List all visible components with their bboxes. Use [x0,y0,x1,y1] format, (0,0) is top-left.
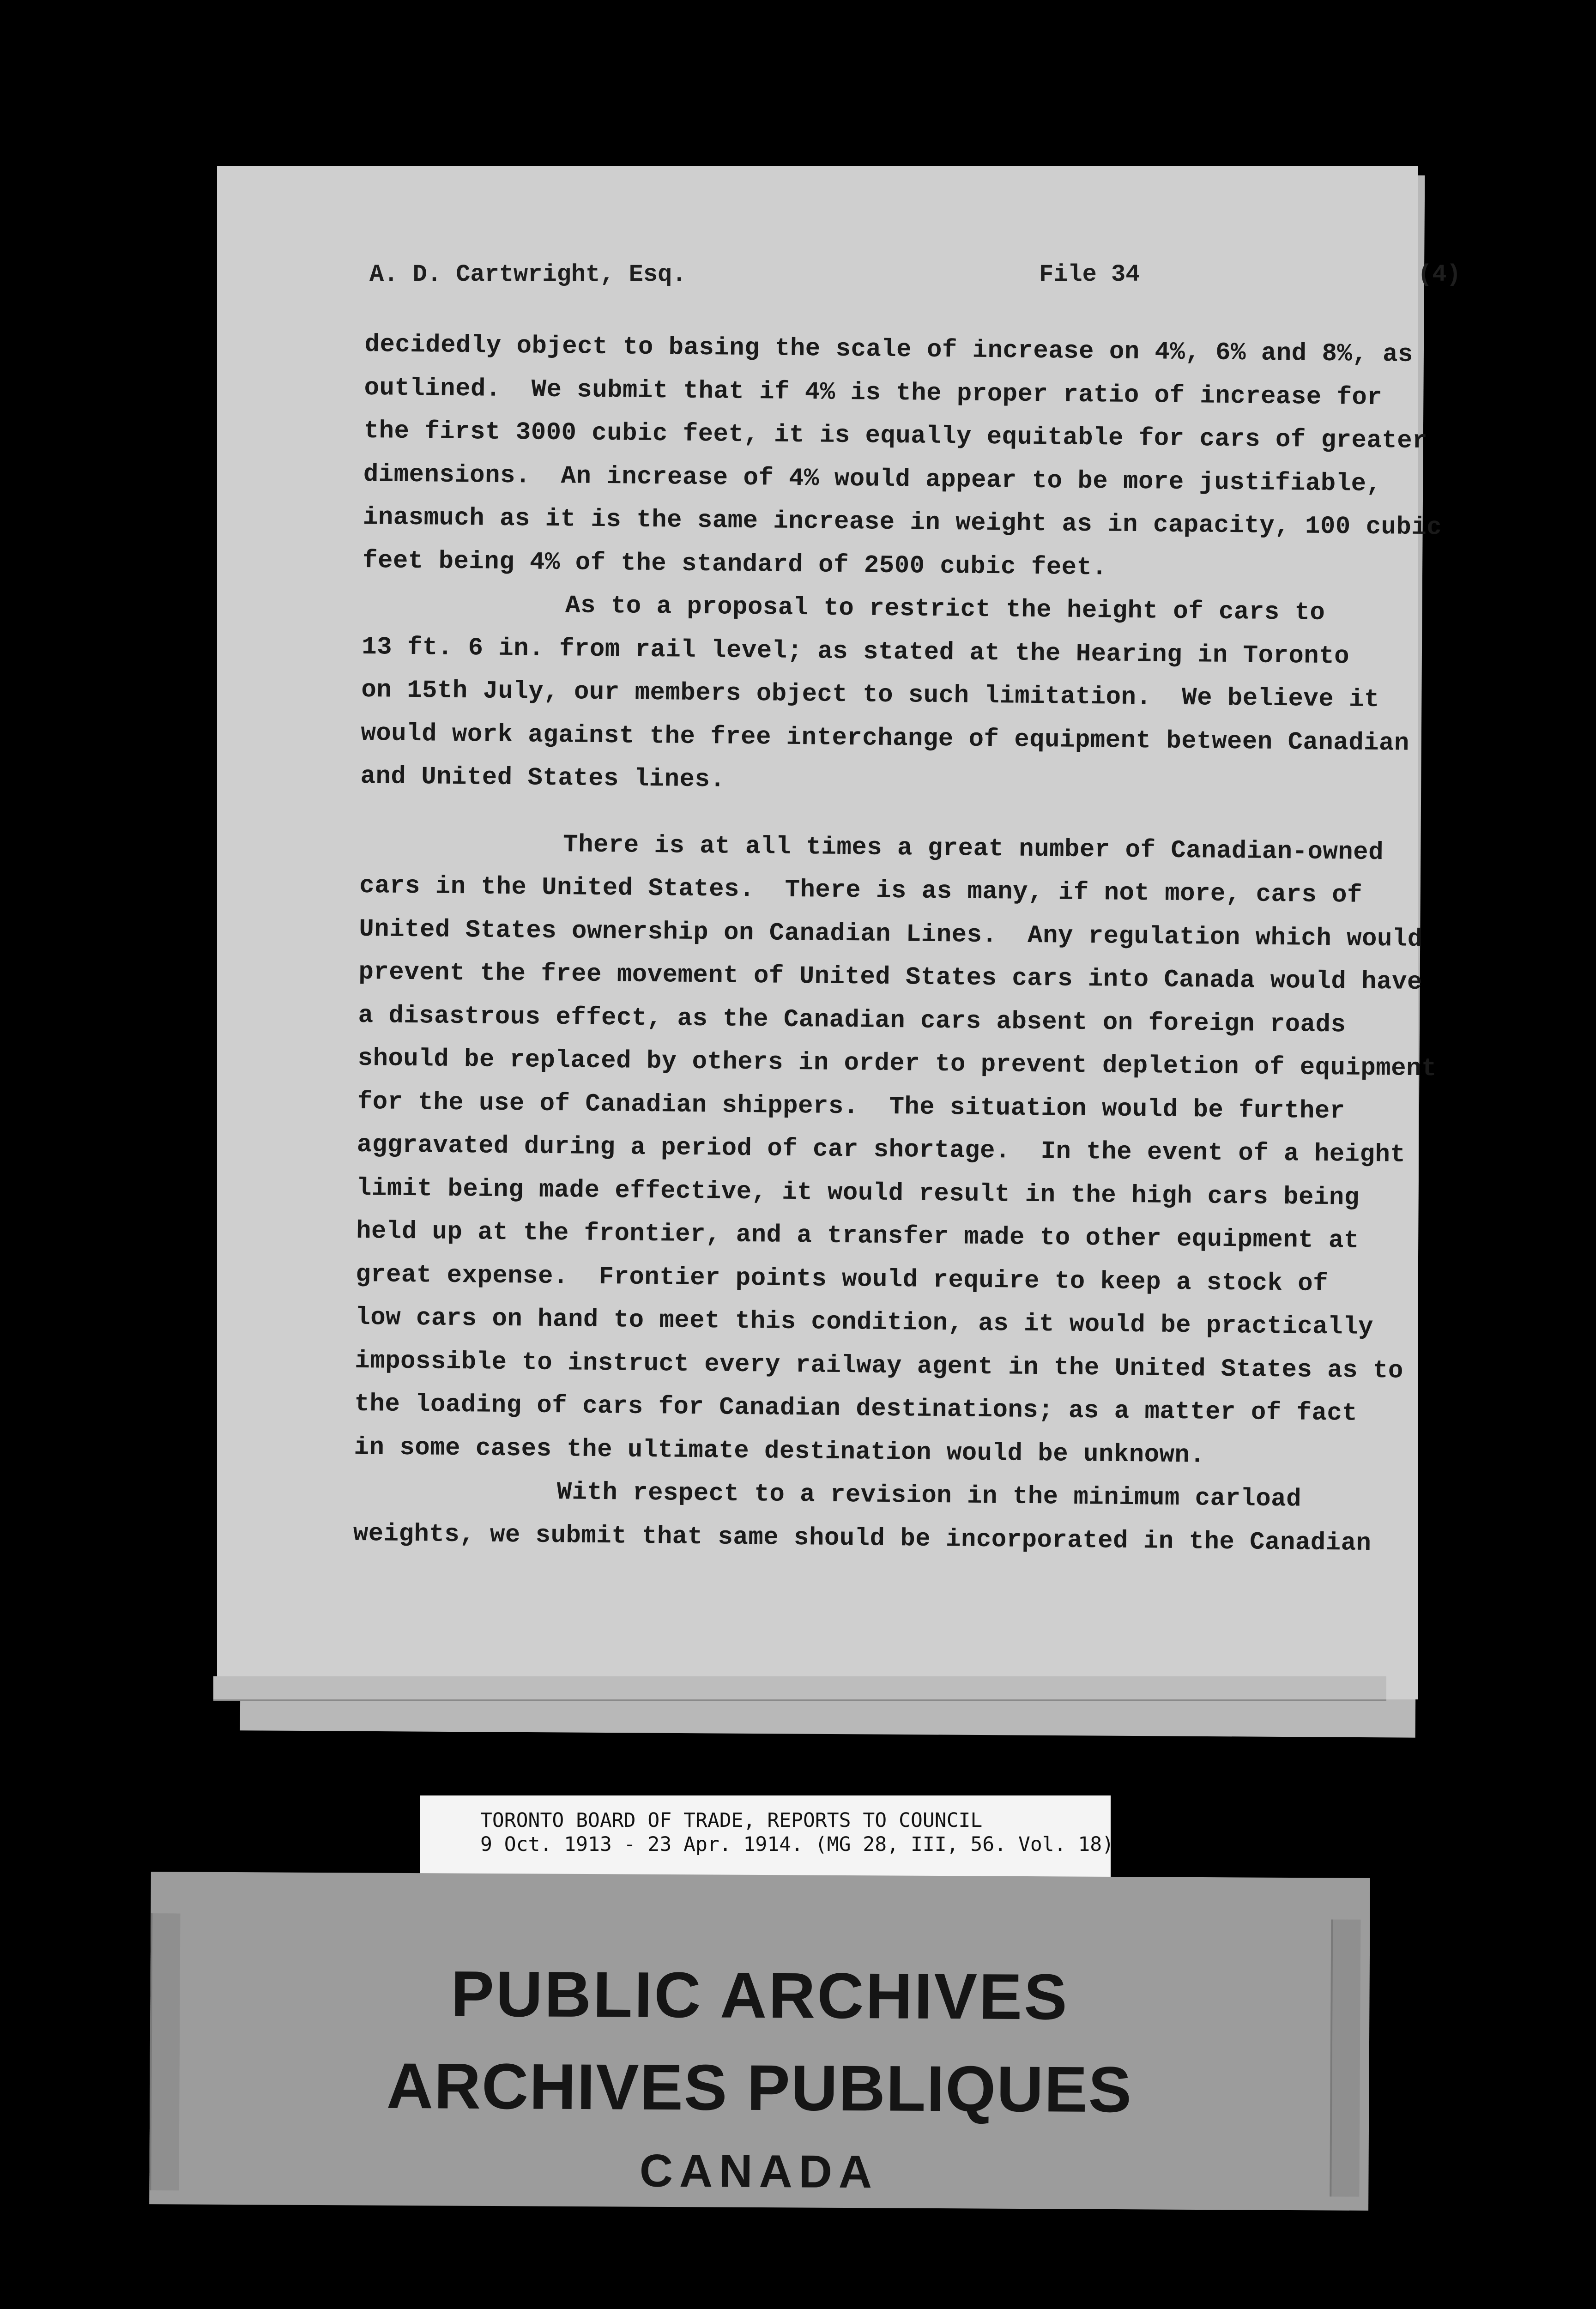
page-number: (4) [1418,261,1461,288]
text-line: in some cases the ultimate destination would be unknown. [354,1433,1205,1470]
text-line: should be replaced by others in order to prevent depletion of equipment [357,1044,1437,1083]
text-line: limit being made effective, it would result in the high cars being [356,1174,1360,1212]
text-line: As to a proposal to restrict the height of cars to [565,592,1325,627]
text-line: cars in the United States. There is as many, if not more, cars of [359,871,1363,910]
stamp-line-2: ARCHIVES PUBLIQUES [386,2049,1133,2126]
text-line: the loading of cars for Canadian destinations; as a matter of fact [354,1390,1358,1428]
letter-body [353,323,1442,1566]
text-line: low cars on hand to meet this condition, as it would be practically [355,1303,1374,1342]
sheet-bottom-edge [213,1676,1386,1701]
text-line: There is at all times a great number of Canadian-owned [562,830,1384,867]
text-line: would work against the free interchange of equipment between Canadian [361,719,1410,758]
text-line: weights, we submit that same should be incorporated in the Canadian [353,1519,1372,1558]
text-line: aggravated during a period of car shortage. In the event of a height [357,1130,1406,1169]
stamp-line-1: PUBLIC ARCHIVES [450,1957,1070,2033]
letter-header [369,261,1461,298]
text-line: and United States lines. [360,762,725,794]
label-line-2: 9 Oct. 1913 - 23 Apr. 1914. (MG 28, III, 56. Vol. 18) [480,1833,1114,1856]
text-line: dimensions. An increase of 4% would appear to be more justifiable, [363,460,1382,498]
text-line: impossible to instruct every railway agent in the United States as to [355,1347,1404,1385]
text-line: decidedly object to basing the scale of increase on 4%, 6% and 8%, as [364,330,1414,369]
text-line: for the use of Canadian shippers. The situation would be further [357,1088,1345,1125]
letter-page [217,166,1461,1699]
text-line: held up at the frontier, and a transfer made to other equipment at [356,1217,1360,1255]
label-line-1: TORONTO BOARD OF TRADE, REPORTS TO COUNCIL [480,1809,983,1832]
text-line: great expense. Frontier points would require to keep a stock of [355,1260,1329,1298]
text-line: the first 3000 cubic feet, it is equally equitable for cars of greater [363,417,1428,456]
text-line: outlined. We submit that if 4% is the proper ratio of increase for [364,374,1383,412]
text-line: prevent the free movement of United States cars into Canada would have [358,958,1423,997]
stamp-line-3: CANADA [639,2145,879,2198]
addressee: A. D. Cartwright, Esq. [369,261,687,288]
archives-stamp-card [149,1872,1370,2211]
text-line: feet being 4% of the standard of 2500 cubic feet. [362,546,1107,582]
text-line: on 15th July, our members object to such limitation. We believe it [361,676,1380,714]
text-line: United States ownership on Canadian Lines. Any regulation which would [359,915,1423,954]
file-number: File 34 [1039,261,1140,288]
text-line: inasmuch as it is the same increase in weight as in capacity, 100 cubic [363,503,1442,542]
text-line: a disastrous effect, as the Canadian cars absent on foreign roads [358,1001,1346,1039]
text-line: 13 ft. 6 in. from rail level; as stated at the Hearing in Toronto [361,633,1350,671]
text-line: With respect to a revision in the minimum carload [556,1478,1302,1514]
